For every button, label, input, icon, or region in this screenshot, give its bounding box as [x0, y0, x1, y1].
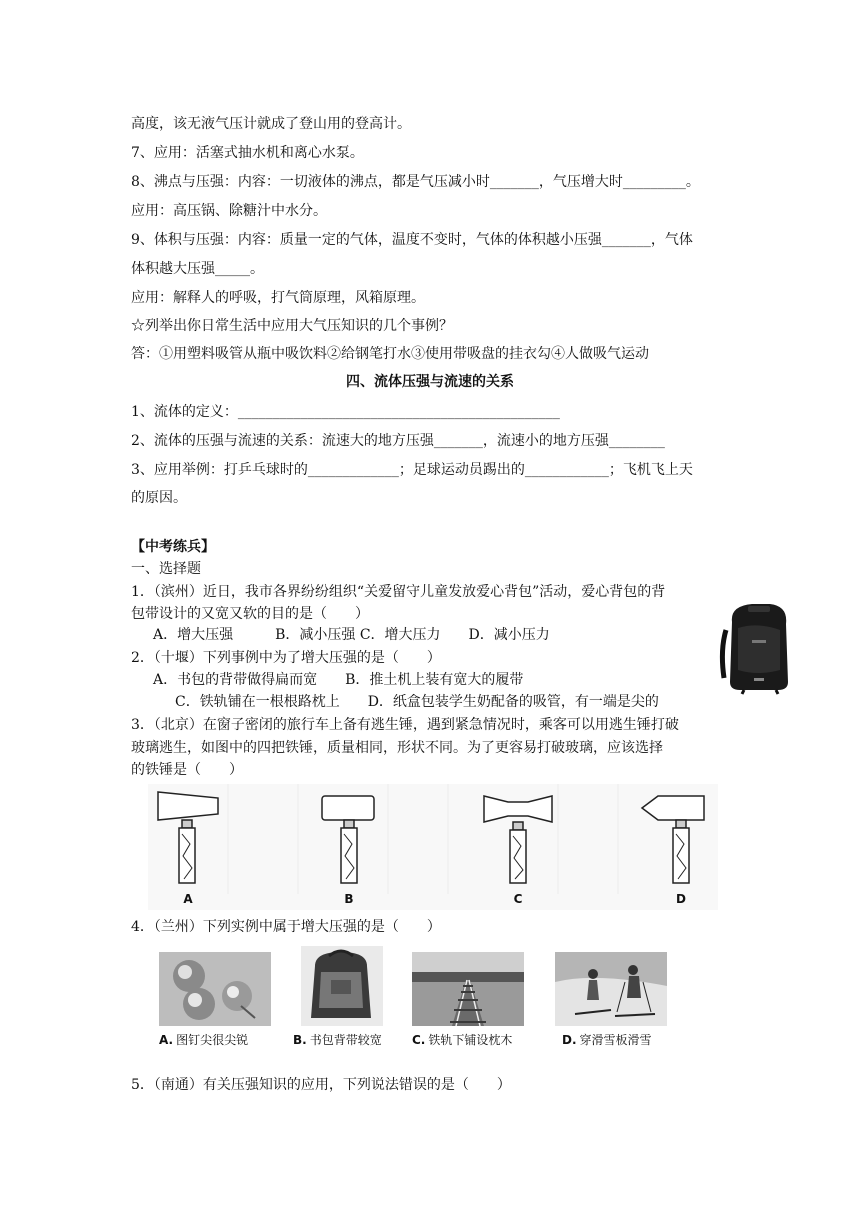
skiing-photo — [555, 952, 667, 1026]
practice-title: 【中考练兵】 — [131, 539, 215, 555]
question-5: 5．（南通）有关压强知识的应用，下列说法错误的是（ ） — [131, 1077, 511, 1093]
question-3-cont: 的铁锤是（ ） — [131, 762, 243, 778]
hammer-label-d: D — [676, 892, 686, 906]
question-2-options-cd: C．铁轨铺在一根根路枕上 D．纸盒包装学生奶配备的吸管，有一端是尖的 — [175, 694, 659, 710]
railway-photo — [412, 952, 524, 1026]
question-3-cont: 玻璃逃生，如图中的四把铁锤，质量相同，形状不同。为了更容易打破玻璃，应该选择 — [131, 740, 663, 756]
text-line: 体积越大压强_____。 — [131, 261, 264, 277]
section-heading: 四、流体压强与流速的关系 — [346, 374, 514, 390]
text-line: 1、流体的定义：______________________________________________ — [131, 404, 560, 420]
question-1: 1．（滨州）近日，我市各界纷纷组织“关爱留守儿童发放爱心背包”活动，爱心背包的背 — [131, 584, 666, 600]
photo-caption-b: B. 书包背带较宽 — [293, 1033, 382, 1047]
text-line: 3、应用举例：打乒乓球时的_____________；足球运动员踢出的____________；飞机飞上天 — [131, 462, 693, 478]
hammers-figure — [148, 784, 718, 910]
text-line: 应用：高压锅、除糖汁中水分。 — [131, 203, 327, 219]
question-2-options-ab: A．书包的背带做得扁而宽 B．推土机上装有宽大的履带 — [153, 672, 524, 688]
thumbtack-photo — [159, 952, 271, 1026]
question-2: 2．（十堰）下列事例中为了增大压强的是（ ） — [131, 650, 441, 666]
hammer-label-b: B — [344, 892, 354, 906]
text-line: 9、体积与压强：内容：质量一定的气体，温度不变时，气体的体积越小压强_______，气体 — [131, 232, 693, 248]
text-line: 高度，该无液气压计就成了登山用的登高计。 — [131, 116, 411, 132]
photo-caption-c: C. 铁轨下铺设枕木 — [412, 1033, 513, 1047]
text-line: 8、沸点与压强：内容：一切液体的沸点，都是气压减小时_______，气压增大时_________。 — [131, 174, 700, 190]
schoolbag-photo — [301, 946, 383, 1026]
photo-caption-d: D. 穿滑雪板滑雪 — [562, 1033, 652, 1047]
text-line: ☆列举出你日常生活中应用大气压知识的几个事例？ — [131, 318, 453, 334]
question-1-options: A．增大压强 B．减小压强 C．增大压力 D．减小压力 — [153, 627, 550, 643]
photo-caption-a: A. 图钉尖很尖锐 — [159, 1033, 249, 1047]
text-line: 2、流体的压强与流速的关系：流速大的地方压强_______，流速小的地方压强________ — [131, 433, 665, 449]
question-1-cont: 包带设计的又宽又软的目的是（ ） — [131, 606, 369, 622]
text-line: 答：①用塑料吸管从瓶中吸饮料②给钢笔打水③使用带吸盘的挂衣勾④人做吸气运动 — [131, 346, 649, 362]
text-line: 应用：解释人的呼吸，打气筒原理，风箱原理。 — [131, 290, 425, 306]
section-title: 一、选择题 — [131, 561, 201, 577]
hammer-label-a: A — [183, 892, 193, 906]
text-line: 7、应用：活塞式抽水机和离心水泵。 — [131, 145, 364, 161]
text-line: 的原因。 — [131, 490, 187, 506]
question-4: 4．（兰州）下列实例中属于增大压强的是（ ） — [131, 919, 441, 935]
hammer-label-c: C — [513, 892, 523, 906]
question-3: 3．（北京）在窗子密闭的旅行车上备有逃生锤，遇到紧急情况时，乘客可以用逃生锤打破 — [131, 717, 679, 733]
backpack-image — [718, 600, 798, 695]
